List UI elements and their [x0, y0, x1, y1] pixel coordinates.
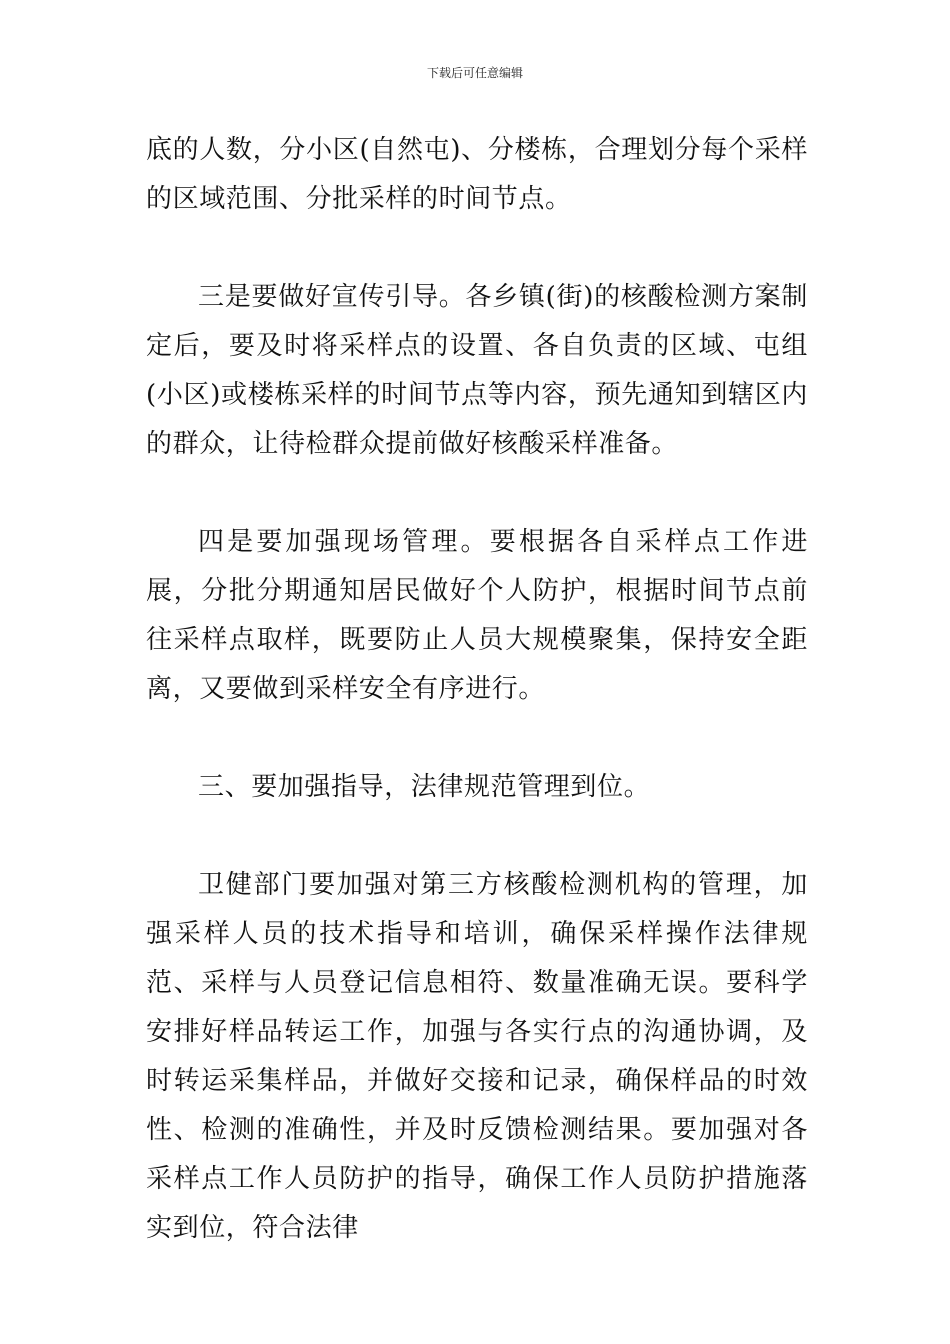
document-body: [146, 126, 808, 1253]
paragraph-health-department: 卫健部门要加强对第三方核酸检测机构的管理，加强采样人员的技术指导和培训，确保采样操作法律规范、采样与人员登记信息相符、数量准确无误。要科学安排好样品转运工作，加强与各实行点的沟通协调，及时转运采集样品，并做好交接和记录，确保样品的时效性、检测的准确性，并及时反馈检测结果。要加强对各采样点工作人员防护的指导，确保工作人员防护措施落实到位，符合法律: [146, 870, 808, 1243]
page-header-note: 下载后可任意编辑: [426, 66, 523, 80]
paragraph-continuation: 底的人数，分小区(自然屯)、分楼栋，合理划分每个采样的区域范围、分批采样的时间节点。: [146, 135, 808, 214]
section-heading-guidance: 三、要加强指导，法律规范管理到位。: [198, 772, 651, 802]
paragraph-publicity-guidance: 三是要做好宣传引导。各乡镇(街)的核酸检测方案制定后，要及时将采样点的设置、各自负责的区域、屯组(小区)或楼栋采样的时间节点等内容，预先通知到辖区内的群众，让待检群众提前做好核酸采样准备。: [146, 282, 808, 459]
paragraph-onsite-management: 四是要加强现场管理。要根据各自采样点工作进展，分批分期通知居民做好个人防护，根据时间节点前往采样点取样，既要防止人员大规模聚集，保持安全距离，又要做到采样安全有序进行。: [146, 527, 808, 704]
